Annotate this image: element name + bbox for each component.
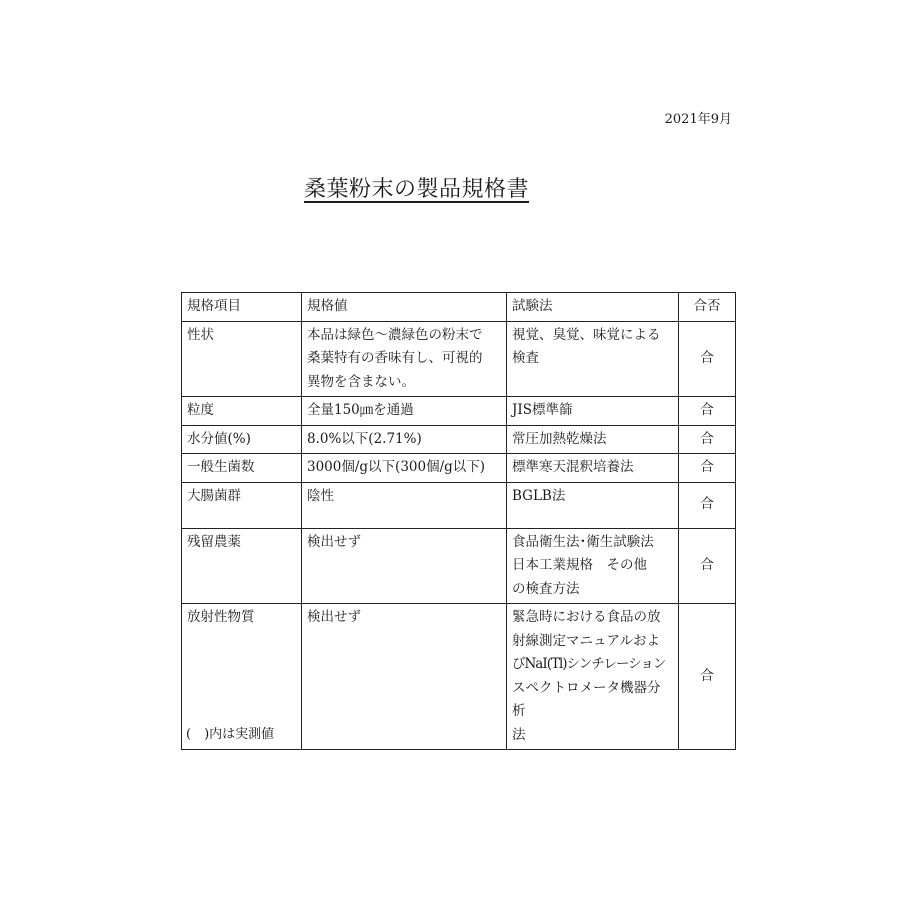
cell-method <box>507 528 679 604</box>
table-row <box>182 397 736 426</box>
table-row <box>182 482 736 528</box>
cell-method-line: 緊急時における食品の放 <box>512 609 661 625</box>
document-title: 桑葉粉末の製品規格書 <box>304 177 530 202</box>
cell-method-line: の検査方法 <box>512 580 580 597</box>
cell-item: 大腸菌群 <box>182 482 302 528</box>
cell-value-line: 検出せず <box>307 609 361 625</box>
cell-value <box>302 321 507 397</box>
table-row <box>182 454 736 483</box>
cell-method <box>507 321 679 397</box>
cell-value-line: 異物を含まない。 <box>307 373 415 390</box>
cell-item: 水分値(%) <box>182 425 302 454</box>
cell-item: 性状 <box>182 321 302 397</box>
header-item: 規格項目 <box>182 293 302 322</box>
cell-result: 合 <box>679 321 736 397</box>
table-row <box>182 528 736 604</box>
cell-item: 放射性物質 <box>182 604 302 750</box>
header-value: 規格値 <box>302 293 507 322</box>
cell-value <box>302 604 507 750</box>
cell-value-line: 8.0%以下(2.71%) <box>307 430 422 447</box>
cell-method-line: JIS標準篩 <box>512 402 573 418</box>
cell-method <box>507 397 679 426</box>
cell-method-line: 日本工業規格 その他 <box>512 557 647 573</box>
cell-method <box>507 454 679 483</box>
header-method: 試験法 <box>507 293 679 322</box>
cell-value <box>302 528 507 604</box>
cell-value <box>302 454 507 483</box>
cell-method-line: 食品衛生法･衛生試験法 <box>512 533 654 550</box>
cell-value-line: 本品は緑色～濃緑色の粉末で <box>307 326 483 343</box>
cell-result: 合 <box>679 482 736 528</box>
cell-value-line: 陰性 <box>307 487 334 504</box>
header-result: 合否 <box>679 293 736 322</box>
cell-method <box>507 425 679 454</box>
table-row <box>182 425 736 454</box>
cell-item: 残留農薬 <box>182 528 302 604</box>
cell-result: 合 <box>679 454 736 483</box>
cell-method-line: 検査 <box>512 350 539 366</box>
cell-value-line: 全量150㎛を通過 <box>307 402 414 418</box>
cell-method-line: 常圧加熱乾燥法 <box>512 430 607 447</box>
document-date: 2021年9月 <box>664 112 732 127</box>
cell-method-line: 視覚、臭覚、味覚による <box>512 326 661 343</box>
table-row <box>182 321 736 397</box>
footnote: ( )内は実測値 <box>186 727 275 742</box>
cell-item: 一般生菌数 <box>182 454 302 483</box>
cell-value <box>302 397 507 426</box>
cell-result: 合 <box>679 528 736 604</box>
cell-method-line: びNaI(Tl)シンチレーション <box>512 656 666 672</box>
cell-method-line: 標準寒天混釈培養法 <box>512 459 634 475</box>
cell-result: 合 <box>679 397 736 426</box>
cell-result: 合 <box>679 425 736 454</box>
cell-value-line: 3000個/g以下(300個/g以下) <box>307 459 486 475</box>
spec-table <box>181 292 736 750</box>
cell-value-line: 桑葉特有の香味有し、可視的 <box>307 350 483 366</box>
cell-item: 粒度 <box>182 397 302 426</box>
cell-method-line: 射線測定マニュアルおよ <box>512 632 660 649</box>
cell-value <box>302 425 507 454</box>
cell-result: 合 <box>679 604 736 750</box>
table-header-row <box>182 293 736 322</box>
cell-method-line: 法 <box>512 726 526 743</box>
cell-method-line: スペクトロメータ機器分析 <box>512 679 661 719</box>
cell-method <box>507 482 679 528</box>
cell-value <box>302 482 507 528</box>
cell-method-line: BGLB法 <box>512 487 566 504</box>
cell-value-line: 検出せず <box>307 533 361 550</box>
cell-method <box>507 604 679 750</box>
